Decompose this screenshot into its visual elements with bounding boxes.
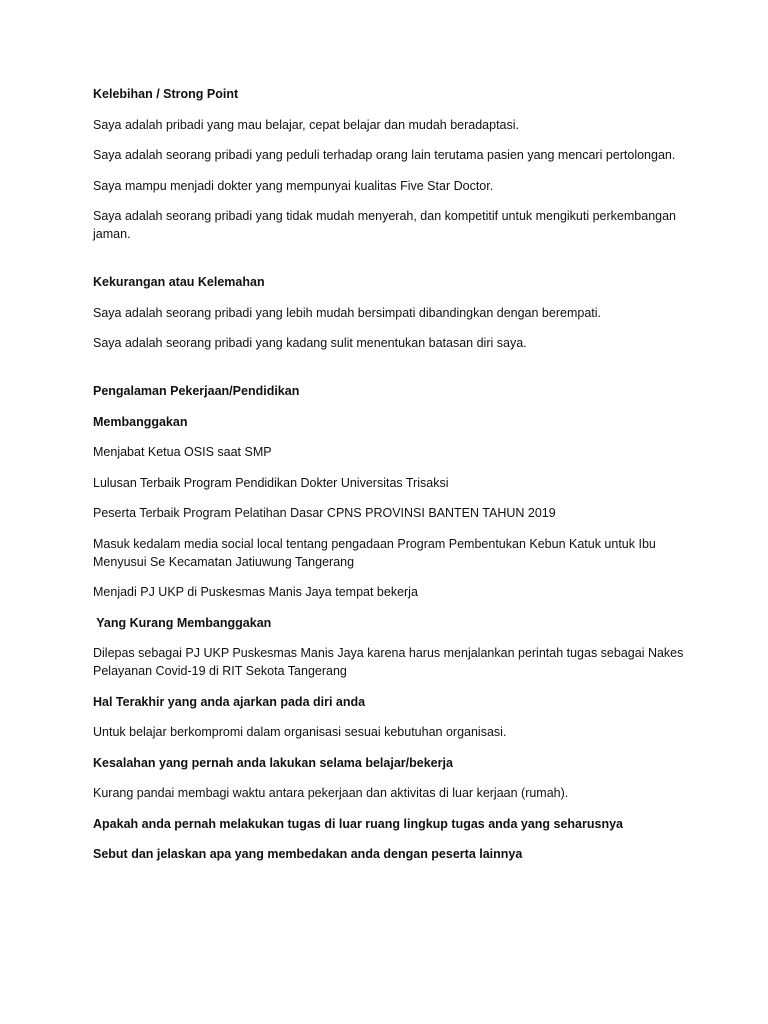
heading-strong-point: Kelebihan / Strong Point: [93, 87, 239, 101]
heading-weaknesses: Kekurangan atau Kelemahan: [93, 275, 265, 289]
question-heading: Apakah anda pernah melakukan tugas di luar ruang lingkup tugas anda yang seharusnya: [93, 816, 623, 831]
paragraph: Saya adalah pribadi yang mau belajar, cepat belajar dan mudah beradaptasi.: [93, 117, 519, 132]
list-item: Peserta Terbaik Program Pelatihan Dasar CPNS PROVINSI BANTEN TAHUN 2019: [93, 506, 556, 520]
paragraph: Saya mampu menjadi dokter yang mempunyai kualitas Five Star Doctor.: [93, 178, 494, 193]
list-item: Menjabat Ketua OSIS saat SMP: [93, 445, 272, 459]
document-body: [93, 85, 693, 876]
heading-experience: Pengalaman Pekerjaan/Pendidikan: [93, 384, 300, 398]
list-item: Lulusan Terbaik Program Pendidikan Dokter Universitas Trisaksi: [93, 475, 449, 490]
question-heading: Kesalahan yang pernah anda lakukan selama belajar/bekerja: [93, 755, 453, 770]
paragraph: Saya adalah seorang pribadi yang tidak mudah menyerah, dan kompetitif untuk mengikuti perkembangan jaman.: [93, 209, 677, 241]
list-item: Menjadi PJ UKP di Puskesmas Manis Jaya tempat bekerja: [93, 585, 418, 599]
answer-paragraph: Untuk belajar berkompromi dalam organisasi sesuai kebutuhan organisasi.: [93, 725, 507, 739]
subheading-less-proud: Yang Kurang Membanggakan: [93, 615, 272, 630]
paragraph: Saya adalah seorang pribadi yang peduli terhadap orang lain terutama pasien yang mencari pertolongan.: [93, 148, 676, 162]
question-heading: Hal Terakhir yang anda ajarkan pada diri anda: [93, 694, 366, 709]
subheading-proud: Membanggakan: [93, 414, 188, 429]
question-heading: Sebut dan jelaskan apa yang membedakan anda dengan peserta lainnya: [93, 847, 523, 861]
list-item: Masuk kedalam media social local tentang pengadaan Program Pembentukan Kebun Katuk untuk Ibu Menyusui Se Kecamatan Jatiuwung Tangerang: [93, 536, 656, 569]
paragraph: Saya adalah seorang pribadi yang lebih mudah bersimpati dibandingkan dengan berempati.: [93, 305, 601, 320]
list-item: Dilepas sebagai PJ UKP Puskesmas Manis Jaya karena harus menjalankan perintah tugas sebagai Nakes Pelayanan Covid-19 di RIT Sekota Tangerang: [93, 646, 684, 678]
paragraph: Saya adalah seorang pribadi yang kadang sulit menentukan batasan diri saya.: [93, 336, 527, 350]
answer-paragraph: Kurang pandai membagi waktu antara pekerjaan dan aktivitas di luar kerjaan (rumah).: [93, 786, 569, 800]
